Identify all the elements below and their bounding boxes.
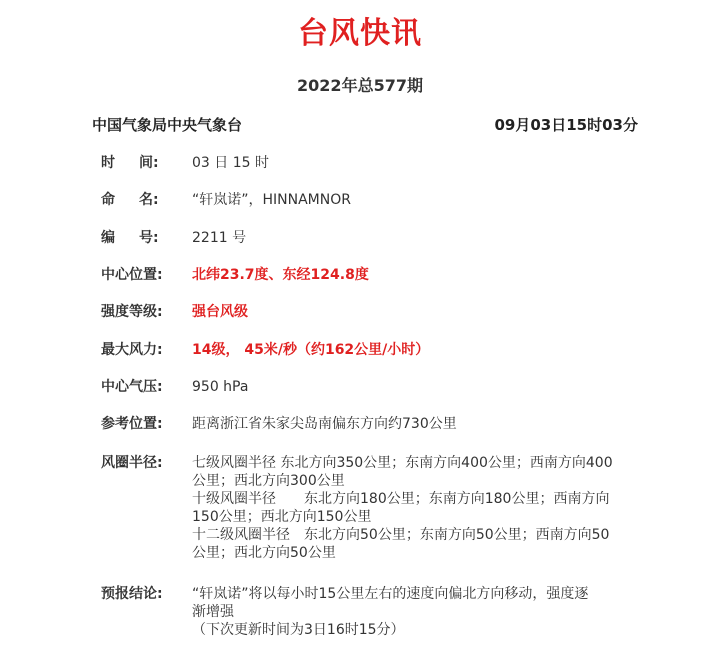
page-title: 台风快讯	[298, 16, 422, 51]
forecast-line: “轩岚诺”将以每小时15公里左右的速度向偏北方向移动，强度逐	[192, 586, 589, 602]
field-forecast	[101, 585, 641, 645]
field-wind-radius-value	[192, 454, 632, 562]
field-name-value: “轩岚诺”，HINNAMNOR	[192, 192, 351, 208]
field-time-value: 03 日 15 时	[192, 155, 269, 171]
forecast-line: 渐增强	[192, 604, 234, 620]
forecast-next-update: （下次更新时间为3日16时15分）	[192, 622, 405, 638]
field-number-value: 2211 号	[192, 230, 247, 246]
issue-number: 2022年总577期	[297, 76, 423, 95]
field-intensity-label: 强度等级:	[101, 304, 163, 320]
field-reference-position	[101, 415, 641, 433]
field-number-label: 编 号:	[101, 230, 159, 246]
field-reference-position-value: 距离浙江省朱家尖岛南偏东方向约730公里	[192, 416, 457, 432]
wind-radius-line: 十级风圈半径 东北方向180公里；东南方向180公里；西南方向	[192, 491, 610, 507]
field-forecast-value	[192, 585, 632, 639]
wind-radius-line: 七级风圈半径 东北方向350公里；东南方向400公里；西南方向400	[192, 455, 613, 471]
field-time-label: 时 间:	[101, 155, 159, 171]
field-intensity-value: 强台风级	[192, 304, 248, 320]
field-center-position-label: 中心位置:	[101, 267, 163, 283]
issue-time: 09月03日15时03分	[494, 116, 638, 134]
field-time	[101, 154, 641, 172]
field-number	[101, 229, 641, 247]
issuing-organization: 中国气象局中央气象台	[92, 116, 243, 134]
field-pressure-label: 中心气压:	[101, 379, 163, 395]
field-name	[101, 191, 641, 209]
wind-radius-line: 公里；西北方向50公里	[192, 545, 336, 561]
field-wind-radius-label: 风圈半径:	[101, 455, 163, 471]
bulletin-header	[92, 114, 638, 136]
field-pressure-value: 950 hPa	[192, 379, 249, 395]
field-center-position	[101, 266, 641, 284]
field-center-position-value: 北纬23.7度、东经124.8度	[192, 267, 369, 283]
field-max-wind	[101, 341, 641, 359]
wind-radius-line: 150公里；西北方向150公里	[192, 509, 372, 525]
field-max-wind-label: 最大风力:	[101, 342, 163, 358]
field-intensity	[101, 303, 641, 321]
field-reference-position-label: 参考位置:	[101, 416, 163, 432]
field-forecast-label: 预报结论:	[101, 586, 163, 602]
wind-radius-line: 十二级风圈半径 东北方向50公里；东南方向50公里；西南方向50	[192, 527, 610, 543]
wind-radius-line: 公里；西北方向300公里	[192, 473, 345, 489]
field-max-wind-value: 14级， 45米/秒（约162公里/小时）	[192, 342, 430, 358]
field-name-label: 命 名:	[101, 192, 159, 208]
field-pressure	[101, 378, 641, 396]
field-wind-radius	[101, 454, 641, 564]
